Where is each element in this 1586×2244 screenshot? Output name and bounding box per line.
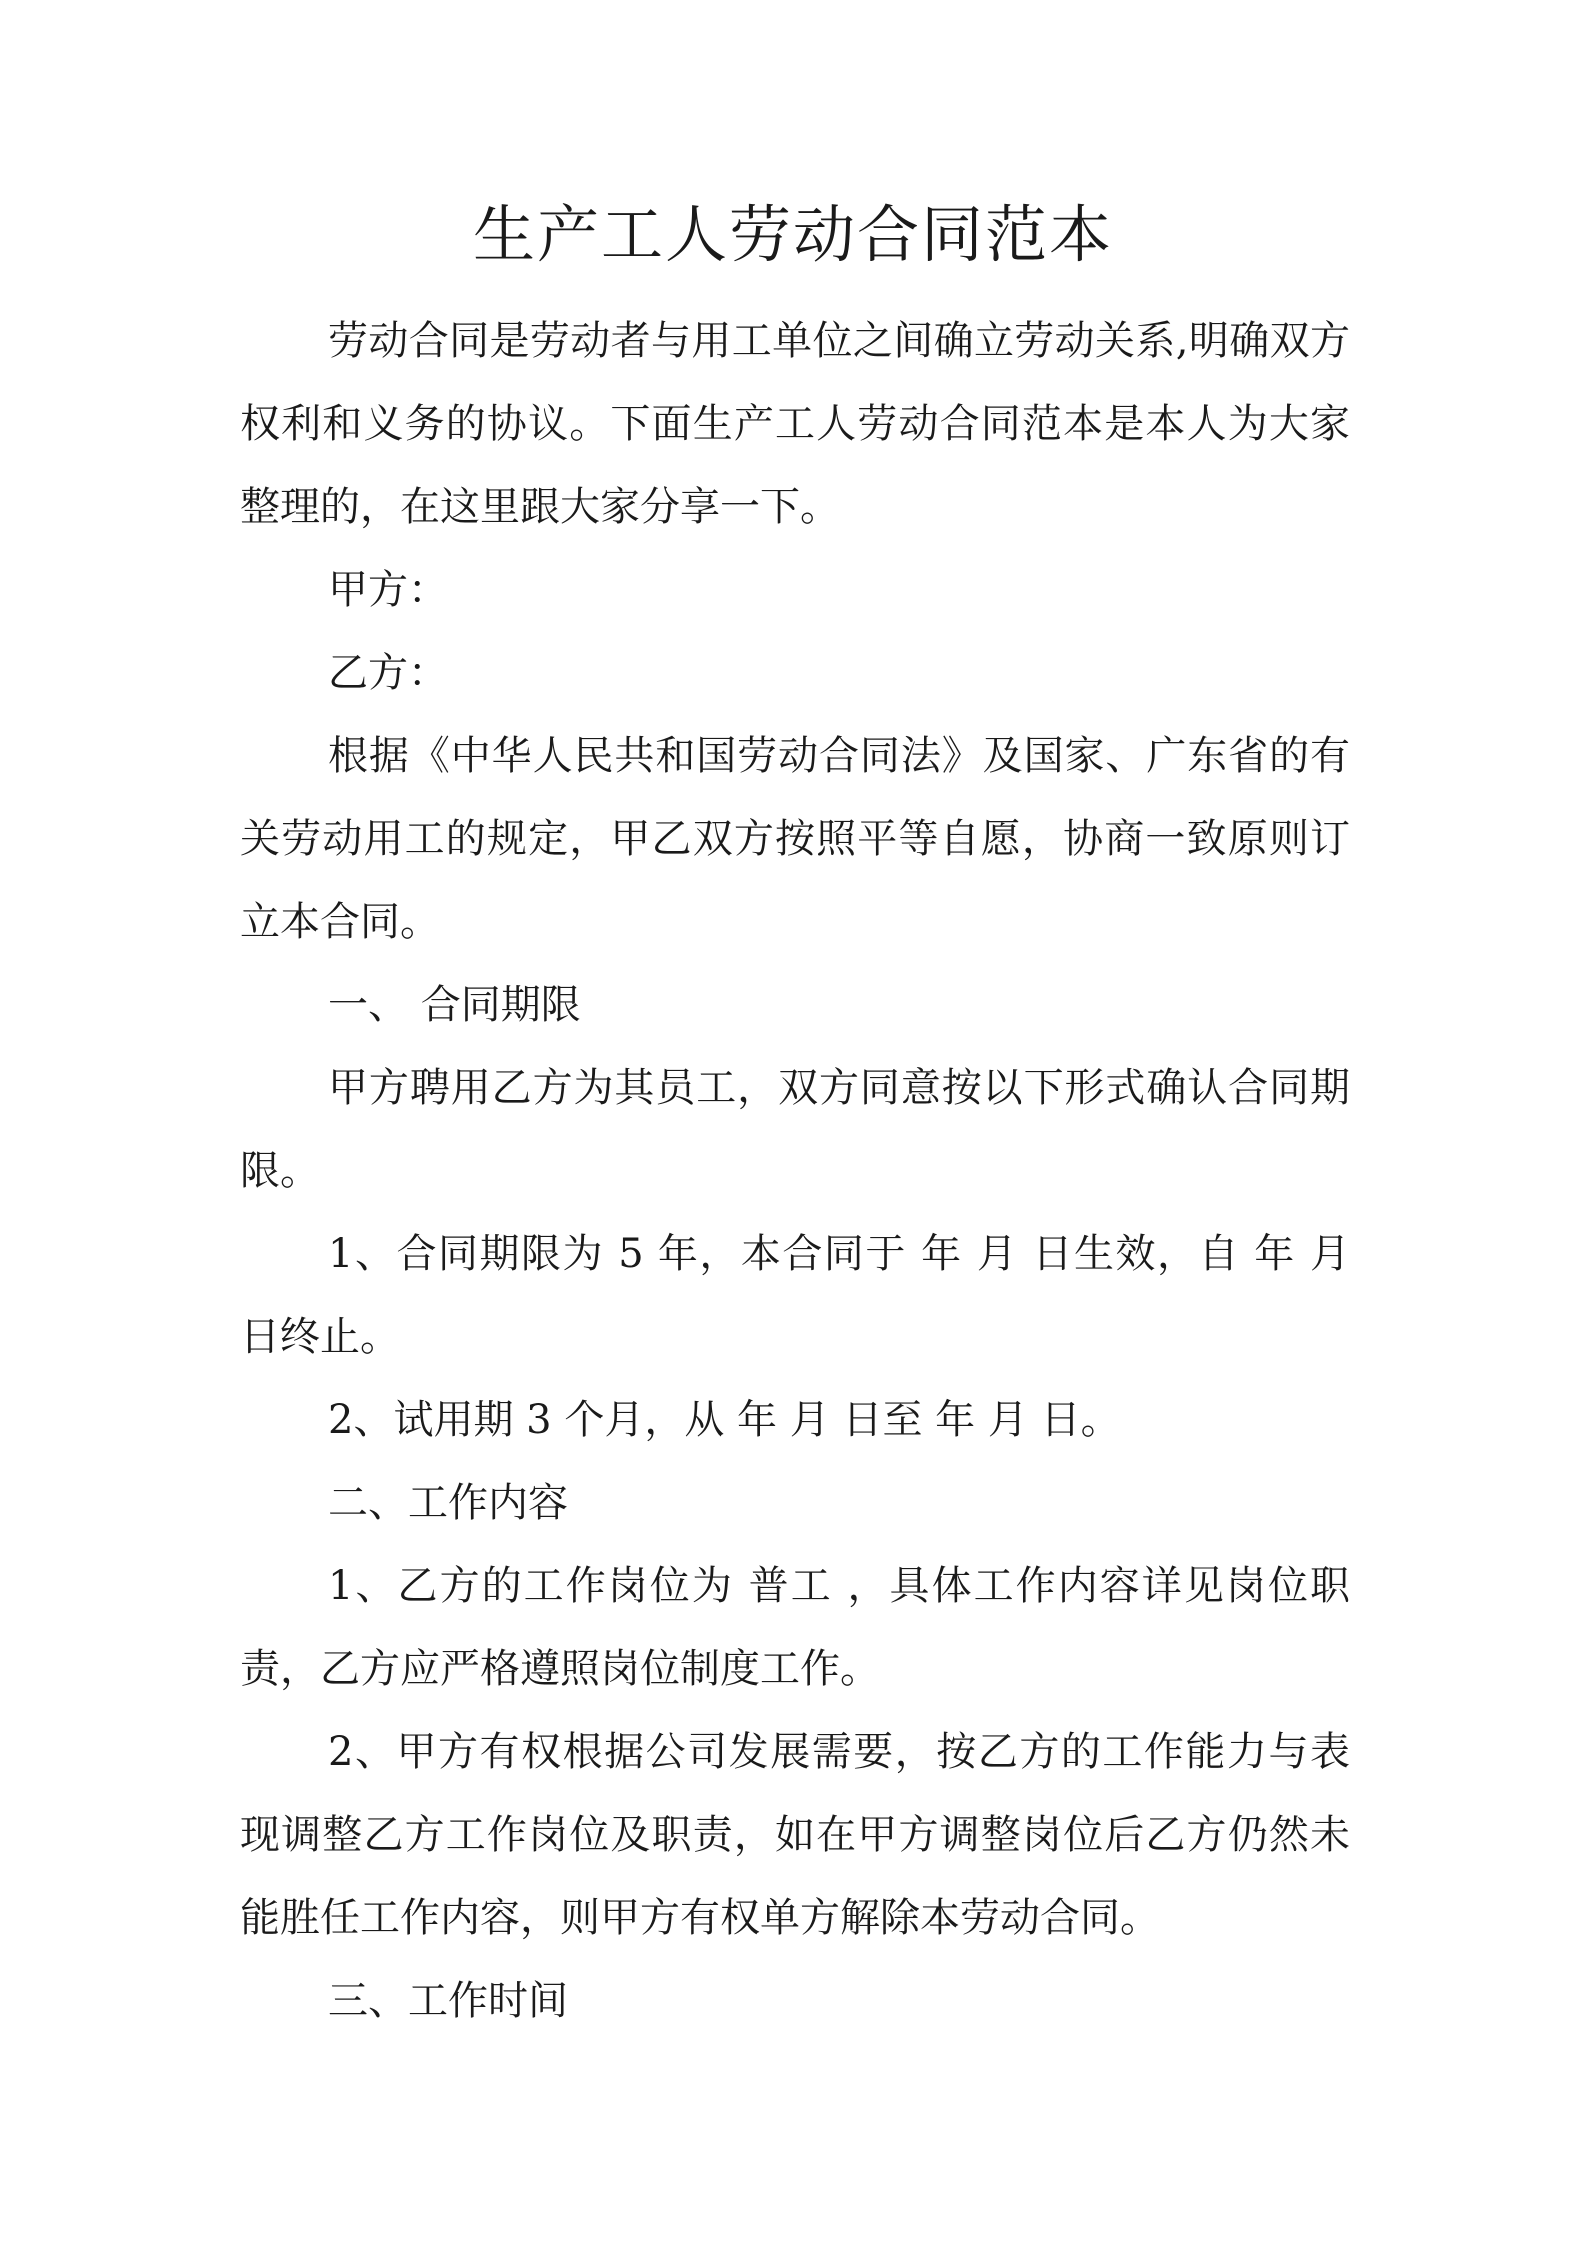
work-content-clause-1: 1、乙方的工作岗位为 普工 ，具体工作内容详见岗位职责，乙方应严格遵照岗位制度工作。 (240, 1563, 1350, 1692)
contract-term-clause-2: 2、试用期 3 个月，从 年 月 日至 年 月 日。 (328, 1397, 1121, 1443)
section-heading-work-hours: 三、工作时间 (328, 1978, 568, 2024)
contract-term-clause-1: 1、合同期限为 5 年，本合同于 年 月 日生效，自 年 月 日终止。 (240, 1231, 1350, 1360)
document-body (240, 300, 1350, 2043)
document-title: 生产工人劳动合同范本 (472, 198, 1113, 271)
contract-term-paragraph: 甲方聘用乙方为其员工，双方同意按以下形式确认合同期限。 (240, 1065, 1350, 1194)
party-a-line: 甲方： (328, 567, 448, 613)
intro-paragraph: 劳动合同是劳动者与用工单位之间确立劳动关系,明确双方权利和义务的协议。下面生产工人劳动合同范本是本人为大家整理的，在这里跟大家分享一下。 (240, 318, 1350, 530)
legal-basis-paragraph: 根据《中华人民共和国劳动合同法》及国家、广东省的有关劳动用工的规定，甲乙双方按照平等自愿，协商一致原则订立本合同。 (240, 733, 1350, 945)
party-b-line: 乙方： (328, 650, 448, 696)
section-heading-work-content: 二、工作内容 (328, 1480, 568, 1526)
section-heading-contract-term: 一、 合同期限 (328, 982, 581, 1028)
work-content-clause-2: 2、甲方有权根据公司发展需要，按乙方的工作能力与表现调整乙方工作岗位及职责，如在甲方调整岗位后乙方仍然未能胜任工作内容，则甲方有权单方解除本劳动合同。 (240, 1729, 1350, 1941)
